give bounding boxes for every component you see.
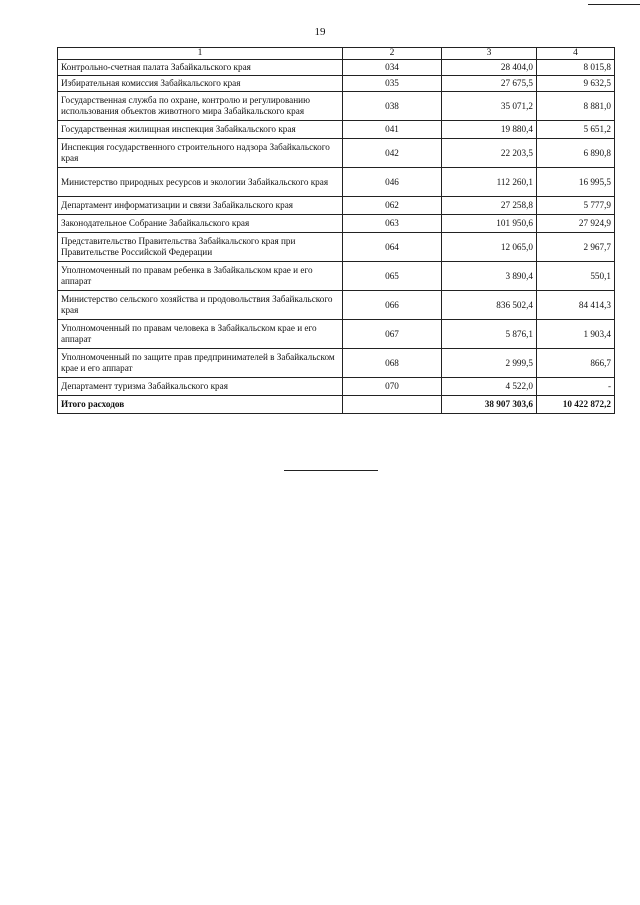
cell-value-3: 28 404,0 [442,59,537,75]
cell-value-3: 2 999,5 [442,348,537,377]
cell-code: 064 [343,232,442,261]
cell-code: 067 [343,319,442,348]
cell-value-4: 1 903,4 [537,319,615,348]
cell-value-4: 84 414,3 [537,290,615,319]
cell-code: 070 [343,377,442,395]
cell-department: Законодательное Собрание Забайкальского края [58,214,343,232]
table-header-row [58,48,615,60]
header-col-2: 2 [343,48,442,60]
cell-value-3: 12 065,0 [442,232,537,261]
cell-value-3: 112 260,1 [442,167,537,196]
cell-department: Инспекция государственного строительного надзора Забайкальского края [58,138,343,167]
cell-value-3: 3 890,4 [442,261,537,290]
cell-department: Государственная жилищная инспекция Забайкальского края [58,120,343,138]
table-body [58,48,615,414]
cell-value-4: 8 881,0 [537,91,615,120]
cell-value-4: 16 995,5 [537,167,615,196]
table-row [58,261,615,290]
cell-value-4: 10 422 872,2 [537,395,615,413]
cell-value-3: 38 907 303,6 [442,395,537,413]
cell-value-3: 836 502,4 [442,290,537,319]
table-row [58,232,615,261]
cell-value-4: 27 924,9 [537,214,615,232]
cell-value-4: - [537,377,615,395]
cell-value-4: 5 651,2 [537,120,615,138]
cell-code: 038 [343,91,442,120]
cell-value-4: 550,1 [537,261,615,290]
table-row [58,91,615,120]
cell-code: 041 [343,120,442,138]
cell-department: Избирательная комиссия Забайкальского края [58,75,343,91]
table-row [58,196,615,214]
cell-value-3: 101 950,6 [442,214,537,232]
cell-code: 035 [343,75,442,91]
cell-value-3: 35 071,2 [442,91,537,120]
cell-department: Министерство сельского хозяйства и продовольствия Забайкальского края [58,290,343,319]
cell-value-4: 5 777,9 [537,196,615,214]
top-corner-rule [588,4,640,5]
cell-value-4: 2 967,7 [537,232,615,261]
cell-department: Итого расходов [58,395,343,413]
header-col-4: 4 [537,48,615,60]
total-row [58,395,615,413]
table-row [58,214,615,232]
cell-department: Департамент информатизации и связи Забайкальского края [58,196,343,214]
table-row [58,138,615,167]
cell-value-3: 4 522,0 [442,377,537,395]
cell-code: 034 [343,59,442,75]
table-row [58,348,615,377]
cell-code: 066 [343,290,442,319]
cell-department: Уполномоченный по защите прав предпринимателей в Забайкальском крае и его аппарат [58,348,343,377]
cell-department: Представительство Правительства Забайкальского края при Правительстве Российской Федерации [58,232,343,261]
cell-code: 063 [343,214,442,232]
header-col-1: 1 [58,48,343,60]
cell-code: 042 [343,138,442,167]
cell-value-3: 27 675,5 [442,75,537,91]
cell-value-3: 27 258,8 [442,196,537,214]
cell-department: Уполномоченный по правам ребенка в Забайкальском крае и его аппарат [58,261,343,290]
expenditure-table [57,47,615,414]
header-col-3: 3 [442,48,537,60]
cell-department: Департамент туризма Забайкальского края [58,377,343,395]
table-row [58,59,615,75]
cell-value-3: 22 203,5 [442,138,537,167]
page-number: 19 [314,26,326,38]
cell-code: 068 [343,348,442,377]
table-row [58,75,615,91]
cell-value-4: 866,7 [537,348,615,377]
table-row [58,167,615,196]
cell-department: Министерство природных ресурсов и экологии Забайкальского края [58,167,343,196]
cell-value-4: 6 890,8 [537,138,615,167]
cell-value-3: 5 876,1 [442,319,537,348]
cell-code: 065 [343,261,442,290]
table-row [58,290,615,319]
table-row [58,377,615,395]
cell-department: Уполномоченный по правам человека в Забайкальском крае и его аппарат [58,319,343,348]
table-row [58,120,615,138]
cell-code [343,395,442,413]
cell-value-4: 8 015,8 [537,59,615,75]
table-row [58,319,615,348]
cell-value-3: 19 880,4 [442,120,537,138]
cell-value-4: 9 632,5 [537,75,615,91]
cell-code: 062 [343,196,442,214]
cell-department: Государственная служба по охране, контролю и регулированию использования объектов животного мира Забайкальского края [58,91,343,120]
cell-code: 046 [343,167,442,196]
end-of-table-rule [284,470,378,471]
cell-department: Контрольно-счетная палата Забайкальского края [58,59,343,75]
